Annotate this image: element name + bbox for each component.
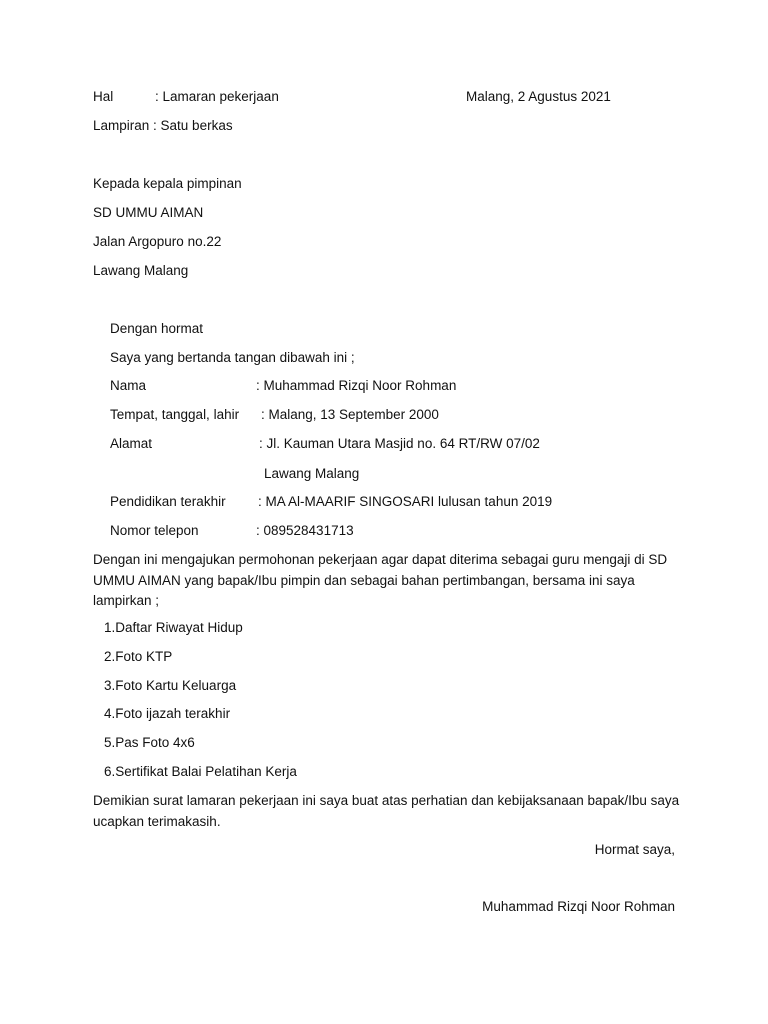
attachment-item: 1.Daftar Riwayat Hidup [104,620,243,635]
phone-label: Nomor telepon [110,523,199,538]
attachment-item: 3.Foto Kartu Keluarga [104,678,237,693]
recipient-line-4: Lawang Malang [93,263,189,278]
signoff: Hormat saya, [594,842,675,857]
body-paragraph: Dengan ini mengajukan permohonan pekerjaan agar dapat diterima sebagai guru mengaji di SD UMMU AIMAN yang bapak/Ibu pimpin dan sebagai bahan pertimbangan, bersama ini saya lampirkan ; [93,552,668,608]
birth-label: Tempat, tanggal, lahir [110,407,240,422]
greeting: Dengan hormat [110,321,204,336]
subject-value: : Lamaran pekerjaan [155,89,279,104]
recipient-line-1: Kepada kepala pimpinan [93,176,242,191]
place-date: Malang, 2 Agustus 2021 [466,89,611,104]
attachment-item: 2.Foto KTP [104,649,173,664]
recipient-line-2: SD UMMU AIMAN [93,205,204,220]
name-value: : Muhammad Rizqi Noor Rohman [256,378,457,393]
education-label: Pendidikan terakhir [110,494,226,509]
intro-line: Saya yang bertanda tangan dibawah ini ; [110,350,355,365]
attachment-count: Lampiran : Satu berkas [93,118,233,133]
name-label: Nama [110,378,147,393]
attachment-item: 6.Sertifikat Balai Pelatihan Kerja [104,764,297,779]
subject-label: Hal [93,89,114,104]
attachment-item: 5.Pas Foto 4x6 [104,735,195,750]
recipient-line-3: Jalan Argopuro no.22 [93,234,222,249]
education-value: : MA Al-MAARIF SINGOSARI lulusan tahun 2019 [258,494,553,509]
address-label: Alamat [110,436,153,451]
birth-value: : Malang, 13 September 2000 [261,407,439,422]
closing-paragraph: Demikian surat lamaran pekerjaan ini saya buat atas perhatian dan kebijaksanaan bapak/Ibu saya ucapkan terimakasih. [93,793,680,829]
address-value-line-2: Lawang Malang [264,466,360,481]
phone-value: : 089528431713 [256,523,354,538]
attachment-item: 4.Foto ijazah terakhir [104,706,231,721]
signature-name: Muhammad Rizqi Noor Rohman [482,899,675,914]
address-value: : Jl. Kauman Utara Masjid no. 64 RT/RW 07/02 [259,436,540,451]
